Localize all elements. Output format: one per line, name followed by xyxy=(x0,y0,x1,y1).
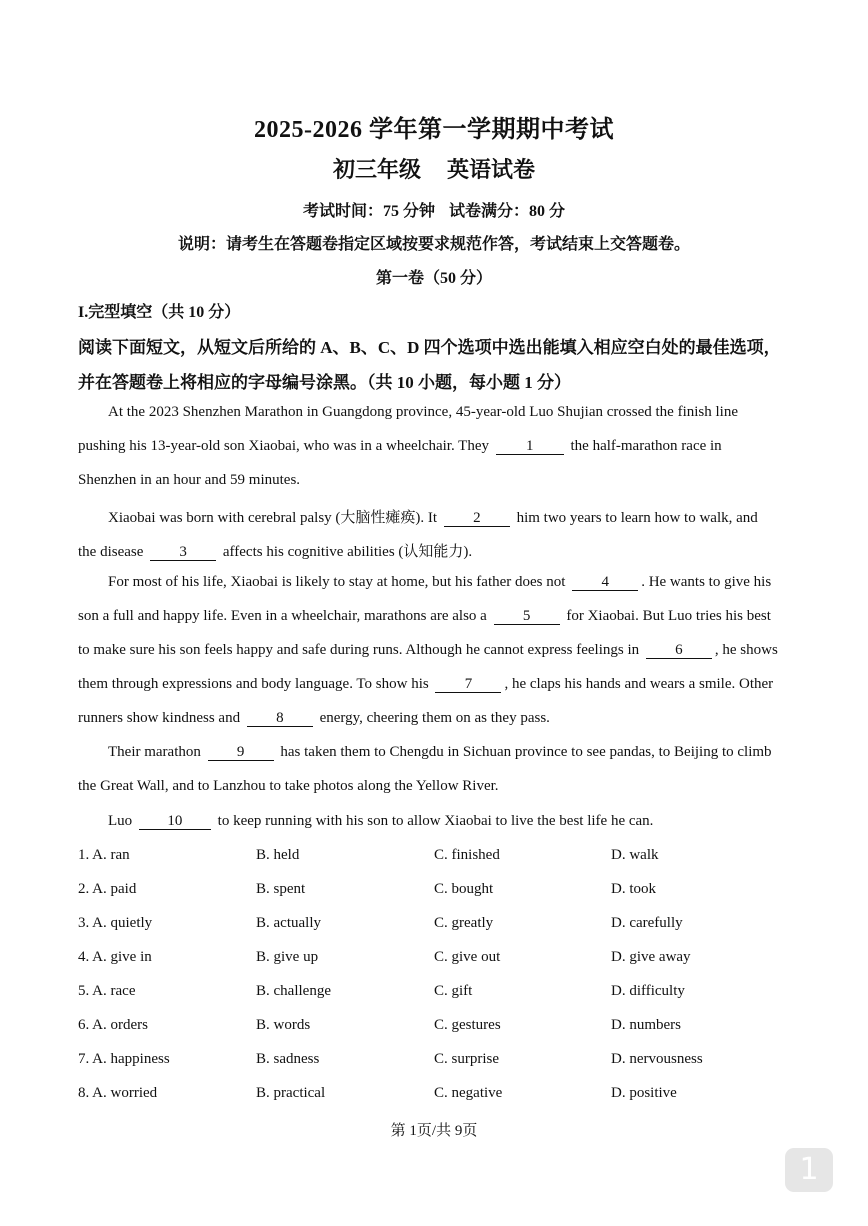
subject-label: 英语试卷 xyxy=(447,157,536,182)
exam-time: 考试时间：75 分钟 xyxy=(302,203,435,220)
blank-2: 2 xyxy=(444,511,510,527)
passage-line xyxy=(108,744,772,761)
passage-text: Their marathon xyxy=(108,744,201,760)
passage-text: for Xiaobai. But Luo tries his best xyxy=(566,608,771,624)
blank-4: 4 xyxy=(572,575,638,591)
passage-line xyxy=(78,608,771,625)
passage-line xyxy=(108,574,771,591)
option-row xyxy=(0,881,868,901)
passage-line xyxy=(78,676,773,693)
option-c: C. surprise xyxy=(434,1051,499,1067)
option-row xyxy=(0,949,868,969)
exam-meta xyxy=(0,198,868,221)
passage-text: to keep running with his son to allow Xiaobai to live the best life he can. xyxy=(217,813,654,829)
passage-text: energy, cheering them on as they pass. xyxy=(319,710,550,726)
option-c: C. gestures xyxy=(434,1017,501,1033)
section-instruction-line-2: 并在答题卷上将相应的字母编号涂黑。（共 10 小题，每小题 1 分） xyxy=(78,373,571,392)
part-heading: 第一卷（50 分） xyxy=(375,270,492,287)
option-c: C. bought xyxy=(434,881,494,897)
option-a: 2. A. paid xyxy=(78,881,137,897)
option-d: D. walk xyxy=(611,847,659,863)
page-number-badge[interactable]: 1 xyxy=(785,1148,833,1192)
option-d: D. numbers xyxy=(611,1017,681,1033)
passage-line xyxy=(108,404,738,421)
passage-text: For most of his life, Xiaobai is likely to stay at home, but his father does not xyxy=(108,574,566,590)
option-b: B. words xyxy=(256,1017,311,1033)
option-row xyxy=(0,915,868,935)
passage-line xyxy=(108,813,653,830)
blank-8: 8 xyxy=(247,711,313,727)
section-title: I.完型填空（共 10 分） xyxy=(78,304,241,321)
option-b: B. give up xyxy=(256,949,319,965)
option-d: D. carefully xyxy=(611,915,683,931)
passage-text: Shenzhen in an hour and 59 minutes. xyxy=(78,472,301,488)
blank-6: 6 xyxy=(646,643,712,659)
option-d: D. difficulty xyxy=(611,983,685,999)
option-d: D. give away xyxy=(611,949,691,965)
blank-10: 10 xyxy=(139,814,211,830)
option-a: 3. A. quietly xyxy=(78,915,153,931)
option-row xyxy=(0,983,868,1003)
exam-title: 2025-2026 学年第一学期期中考试 xyxy=(254,117,614,143)
passage-text: him two years to learn how to walk, and xyxy=(516,510,758,526)
passage-text: the disease xyxy=(78,544,144,560)
option-b: B. sadness xyxy=(256,1051,320,1067)
option-b: B. practical xyxy=(256,1085,326,1101)
passage-line xyxy=(78,642,778,659)
passage-text: runners show kindness and xyxy=(78,710,241,726)
option-d: D. took xyxy=(611,881,656,897)
passage-line xyxy=(78,438,722,455)
option-a: 6. A. orders xyxy=(78,1017,148,1033)
option-c: C. finished xyxy=(434,847,500,863)
blank-9: 9 xyxy=(208,745,274,761)
section-instruction-line-1: 阅读下面短文，从短文后所给的 A、B、C、D 四个选项中选出能填入相应空白处的最佳选项， xyxy=(78,338,781,357)
exam-subtitle xyxy=(0,153,868,184)
blank-7: 7 xyxy=(435,677,501,693)
passage-text: . He wants to give his xyxy=(641,574,772,590)
option-row xyxy=(0,1051,868,1071)
passage-text: Xiaobai was born with cerebral palsy (大脑性瘫痪). It xyxy=(108,510,438,526)
passage-line xyxy=(78,710,550,727)
option-a: 5. A. race xyxy=(78,983,136,999)
exam-note: 说明：请考生在答题卷指定区域按要求规范作答，考试结束上交答题卷。 xyxy=(177,236,690,253)
option-a: 4. A. give in xyxy=(78,949,152,965)
full-score: 试卷满分：80 分 xyxy=(449,203,566,220)
passage-text: At the 2023 Shenzhen Marathon in Guangdong province, 45-year-old Luo Shujian crossed the finish line xyxy=(108,404,738,420)
passage-text: has taken them to Chengdu in Sichuan province to see pandas, to Beijing to climb xyxy=(280,744,772,760)
option-d: D. positive xyxy=(611,1085,677,1101)
option-b: B. spent xyxy=(256,881,306,897)
option-b: B. challenge xyxy=(256,983,331,999)
blank-1: 1 xyxy=(496,439,564,455)
option-c: C. gift xyxy=(434,983,473,999)
passage-text: them through expressions and body language. To show his xyxy=(78,676,429,692)
option-a: 7. A. happiness xyxy=(78,1051,170,1067)
grade-label: 初三年级 xyxy=(332,157,421,182)
option-a: 8. A. worried xyxy=(78,1085,158,1101)
option-row xyxy=(0,1085,868,1105)
blank-5: 5 xyxy=(494,609,560,625)
option-b: B. held xyxy=(256,847,300,863)
passage-line xyxy=(78,472,300,489)
passage-text: Luo xyxy=(108,813,133,829)
passage-line xyxy=(78,778,499,795)
option-c: C. negative xyxy=(434,1085,503,1101)
passage-line xyxy=(78,540,472,561)
option-a: 1. A. ran xyxy=(78,847,130,863)
passage-text: the Great Wall, and to Lanzhou to take photos along the Yellow River. xyxy=(78,778,499,794)
passage-text: to make sure his son feels happy and safe during runs. Although he cannot express feelings in xyxy=(78,642,640,658)
passage-text: the half-marathon race in xyxy=(570,438,722,454)
passage-text: , he shows xyxy=(714,642,778,658)
passage-text: son a full and happy life. Even in a wheelchair, marathons are also a xyxy=(78,608,487,624)
passage-line xyxy=(108,506,758,527)
passage-text: , he claps his hands and wears a smile. Other xyxy=(504,676,774,692)
passage-text: affects his cognitive abilities (认知能力). xyxy=(222,544,473,560)
option-row xyxy=(0,847,868,867)
passage-text: pushing his 13-year-old son Xiaobai, who was in a wheelchair. They xyxy=(78,438,489,454)
option-d: D. nervousness xyxy=(611,1051,703,1067)
option-row xyxy=(0,1017,868,1037)
blank-3: 3 xyxy=(150,545,216,561)
option-b: B. actually xyxy=(256,915,321,931)
page-footer: 第 1页/共 9页 xyxy=(390,1123,478,1139)
option-c: C. greatly xyxy=(434,915,494,931)
option-c: C. give out xyxy=(434,949,501,965)
